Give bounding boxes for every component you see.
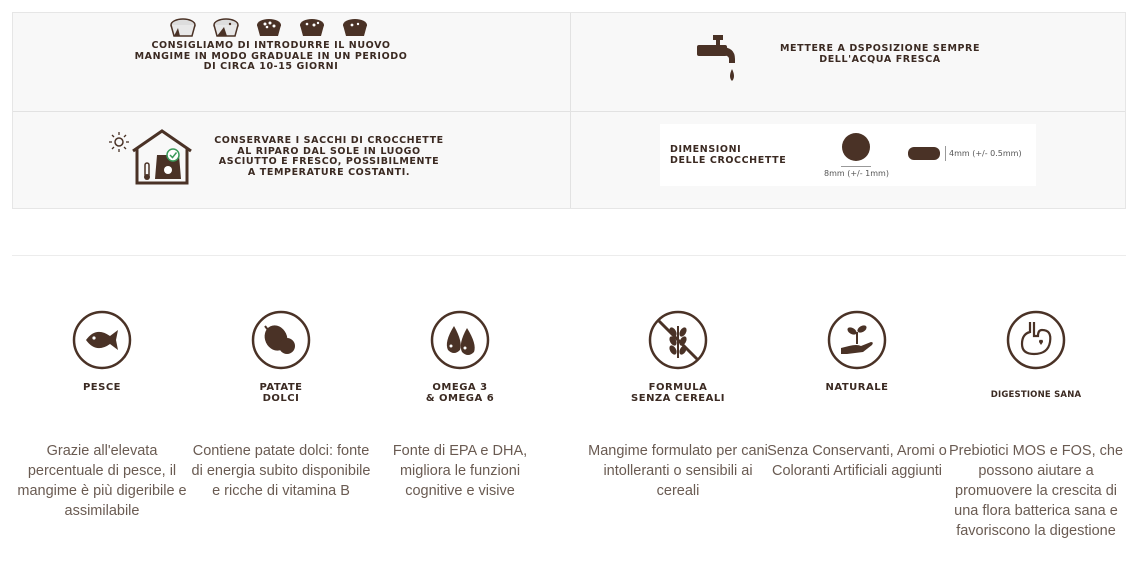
feature-natural: [767, 310, 947, 479]
feature-title: NATURALE: [825, 382, 889, 393]
round-kibble-size: 8mm (+/- 1mm): [824, 169, 889, 178]
intro-gradual-text: CONSIGLIAMO DI INTRODURRE IL NUOVO MANGIME IN MODO GRADUALE IN UN PERIODO DI CIRCA 10-15 GIORNI: [134, 40, 408, 72]
kibble-dimensions-panel: [660, 124, 1036, 186]
round-kibble-measure-line: [841, 166, 871, 167]
feature-description: Contiene patate dolci: fonte di energia subito disponibile e ricche di vitamina B: [191, 443, 371, 499]
feature-description: Fonte di EPA e DHA, migliora le funzioni cognitive e visive: [392, 443, 528, 499]
feature-sweet-potato: [191, 310, 371, 499]
feature-description: Senza Conservanti, Aromi o Coloranti Artificiali aggiunti: [767, 443, 947, 479]
omega-drops-icon: [430, 310, 490, 370]
feature-description: Prebiotici MOS e FOS, che possono aiutare a promuovere la crescita di una flora batterica sana e favoriscono la digestione: [948, 443, 1124, 539]
feature-omega: [370, 310, 550, 499]
grid-divider-horizontal: [13, 111, 1125, 112]
feature-title: OMEGA 3 & OMEGA 6: [425, 382, 495, 404]
feature-digestion: [946, 310, 1126, 539]
grain-free-icon: [648, 310, 708, 370]
section-divider: [12, 255, 1126, 256]
flat-kibble-shape: [908, 147, 940, 160]
house-storage-icon: [107, 127, 193, 185]
flat-kibble-size: 4mm (+/- 0.5mm): [949, 149, 1022, 158]
feature-description: Grazie all'elevata percentuale di pesce, il mangime è più digeribile e assimilabile: [17, 443, 187, 519]
water-tap-icon: [695, 33, 741, 85]
sweet-potato-icon: [251, 310, 311, 370]
feature-title: PATATE DOLCI: [259, 382, 303, 404]
flat-kibble-measure-line: [945, 146, 946, 161]
feature-grain-free: [588, 310, 768, 499]
feature-title: DIGESTIONE SANA: [990, 390, 1082, 400]
fresh-water-text: METTERE A DSPOSIZIONE SEMPRE DELL'ACQUA FRESCA: [779, 43, 981, 65]
kibble-dimensions-label: DIMENSIONI DELLE CROCCHETTE: [670, 144, 787, 166]
feature-fish: [12, 310, 192, 519]
plant-hand-icon: [827, 310, 887, 370]
storage-advice-text: CONSERVARE I SACCHI DI CROCCHETTE AL RIPARO DAL SOLE IN LUOGO ASCIUTTO E FRESCO, POSSIBILMENTE A TEMPERATURE COSTANTI.: [214, 135, 444, 178]
bowl-transition-icon: [168, 16, 370, 38]
feature-title: FORMULA SENZA CEREALI: [631, 382, 725, 404]
fish-icon: [72, 310, 132, 370]
round-kibble-shape: [842, 133, 870, 161]
feature-description: Mangime formulato per cani intolleranti o sensibili ai cereali: [588, 443, 768, 499]
stomach-icon: [1006, 310, 1066, 370]
feature-title: PESCE: [82, 382, 122, 393]
